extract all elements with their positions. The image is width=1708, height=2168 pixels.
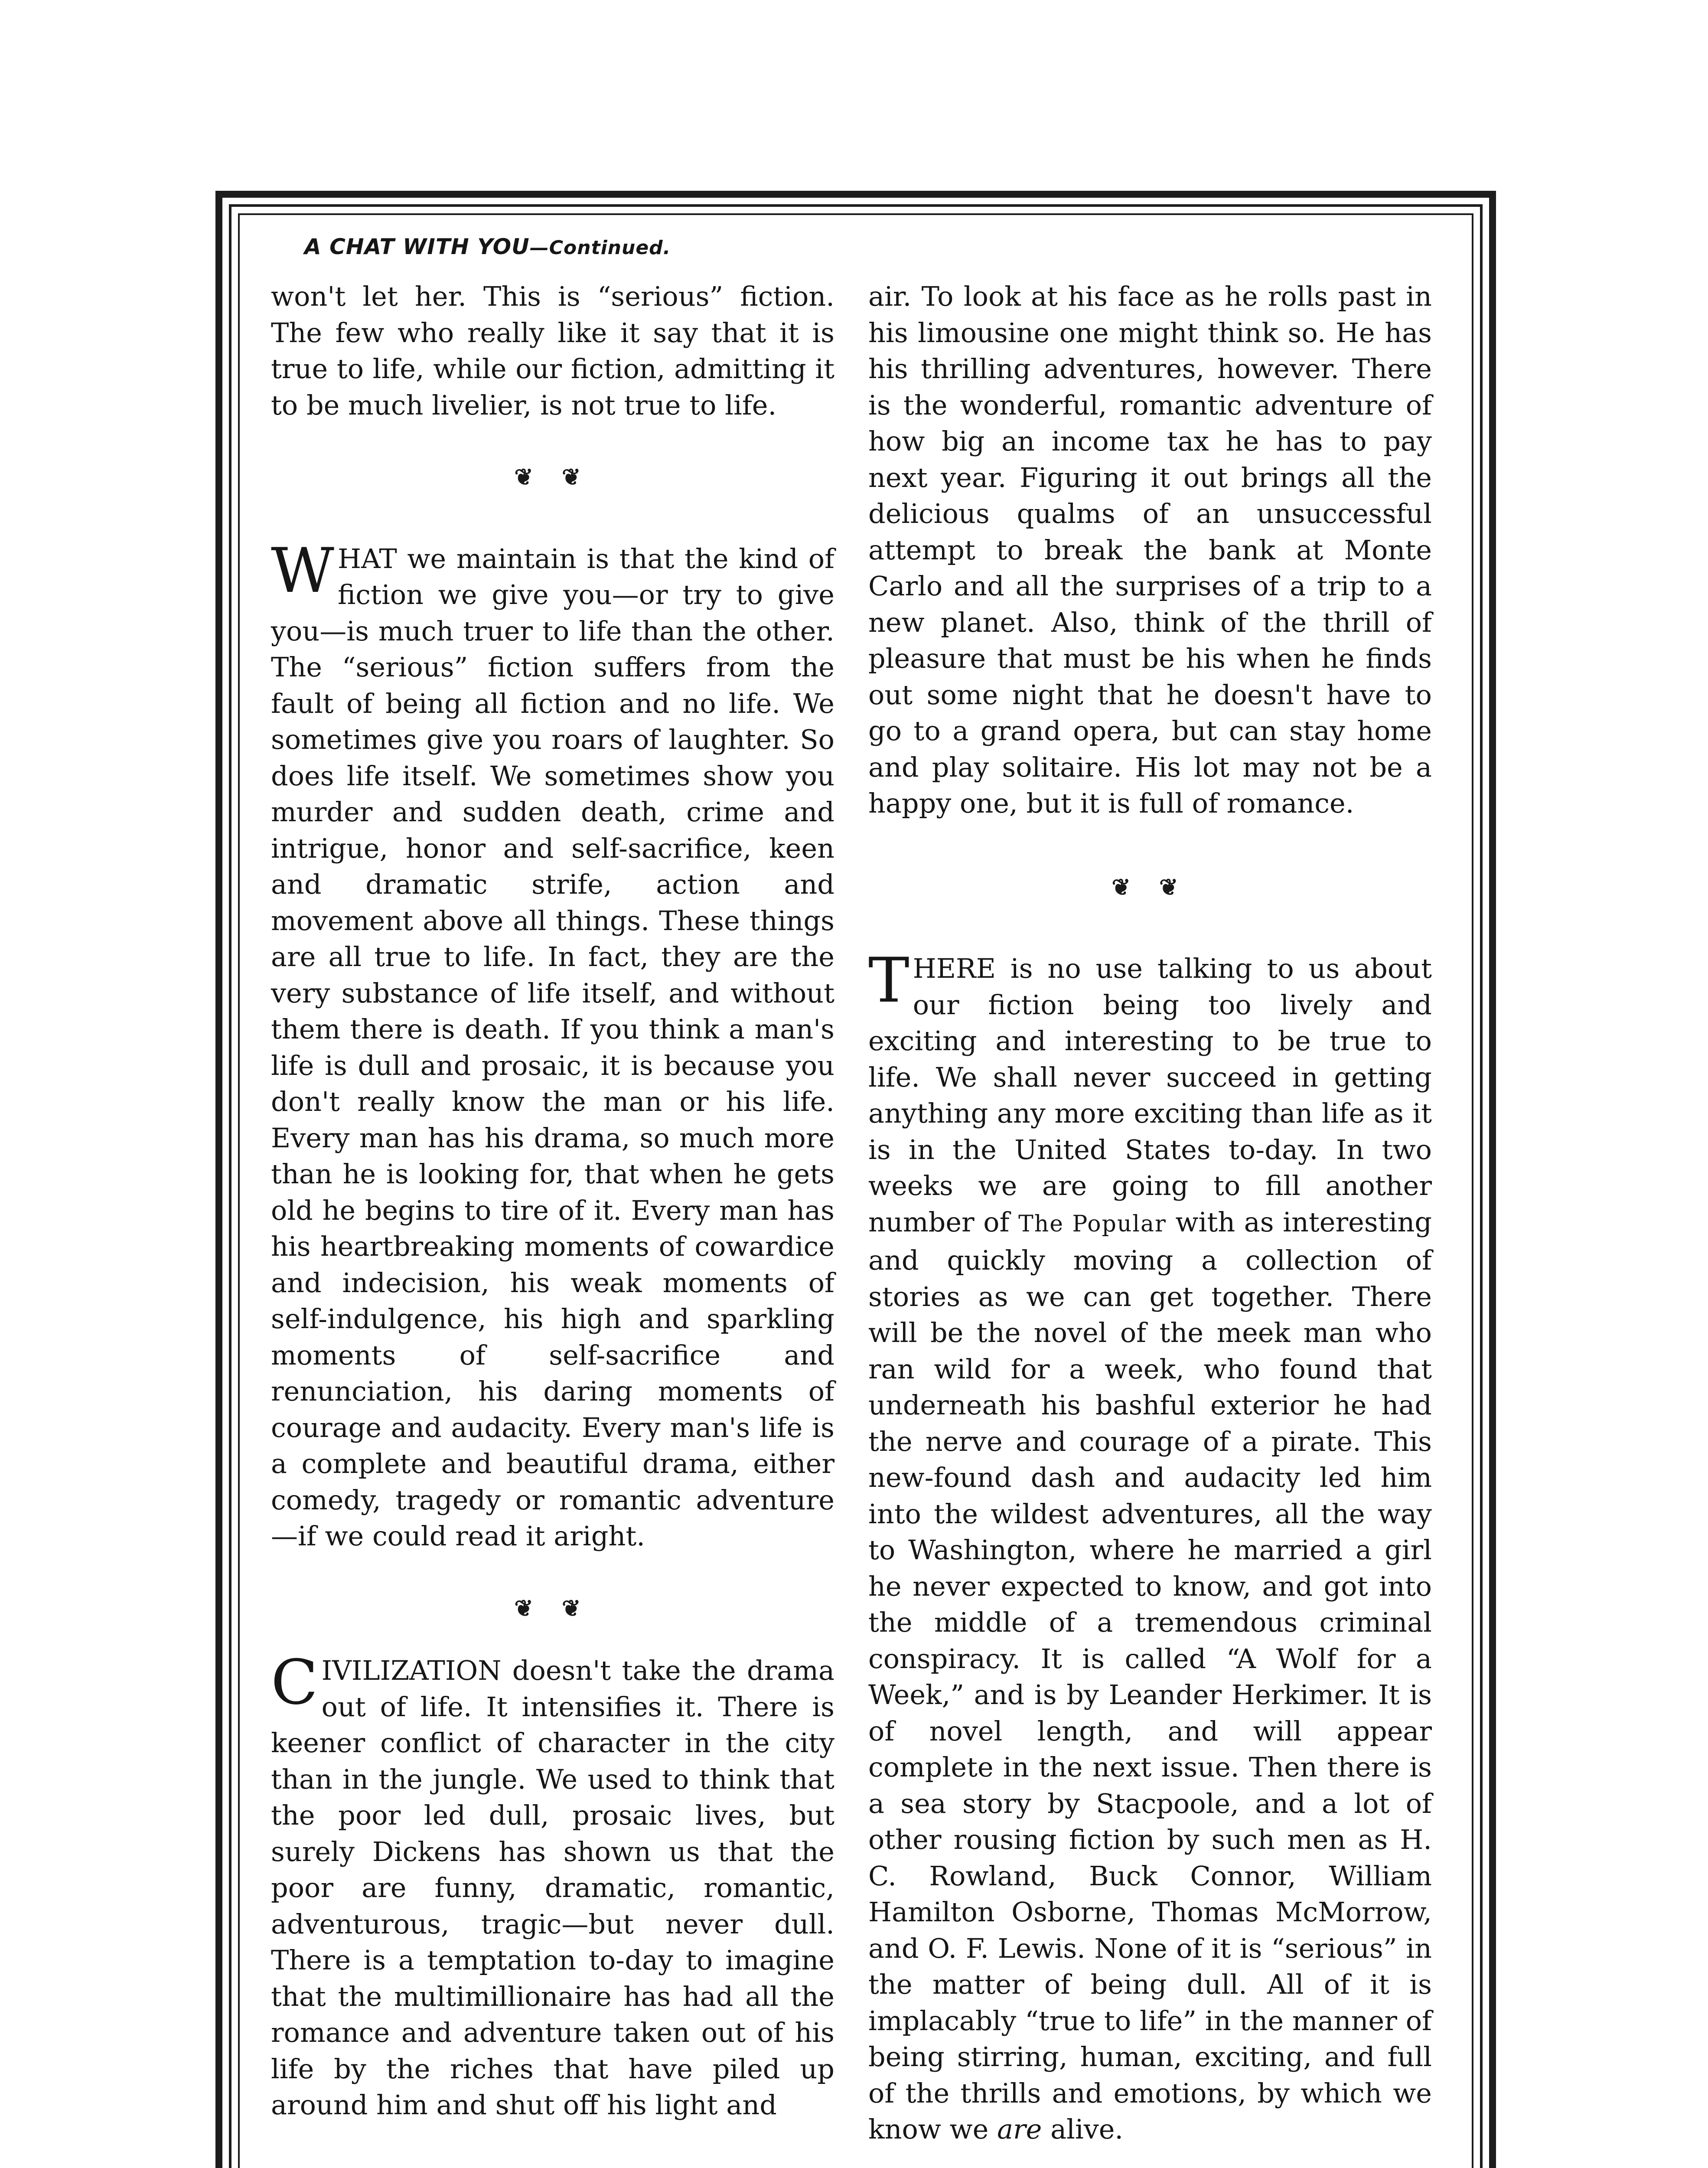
left-column <box>271 278 834 2123</box>
right-para-2 <box>868 945 1432 2148</box>
right-para-2-text-b: with as interesting and quickly moving a collection of stories as we can get together. There will be the novel of the meek man who ran wild for a week, who found that underneath his bashful exterior he had the nerve and courage of a pirate. This new-found dash and audacity led him into the wildest adventures, all the way to Washington, where he married a girl he never expected to know, and got into the middle of a tremendous criminal conspiracy. It is called “A Wolf for a Week,” and is by Leander Herkimer. It is of novel length, and will appear complete in the next issue. Then there is a sea story by Stacpoole, and a lot of other rousing fiction by such men as H. C. Rowland, Buck Connor, William Hamilton Osborne, Thomas McMorrow, and O. F. Lewis. None of it is “serious” in the matter of being dull. All of it is implacably “true to life” in the manner of being stirring, human, exciting, and full of the thrills and emotions, by which we know we <box>868 1206 1432 2145</box>
running-head <box>304 234 671 259</box>
right-column <box>868 278 1432 2148</box>
section-ornament-2: ❦ ❦ <box>514 1595 591 1622</box>
section-ornament-3: ❦ ❦ <box>1112 874 1189 901</box>
left-para-3-text: IVILIZATION doesn't take the drama out of life. It intensifies it. There is keener conflict of character in the city than in the jungle. We used to think that the poor led dull, prosaic lives, but surely Dickens has shown us that the poor are funny, dramatic, romantic, adventurous, tragic—but never dull. There is a temptation to-day to imagine that the multimillionaire has had all the romance and adventure taken out of his life by the riches that have piled up around him and shut off his light and <box>271 1655 834 2121</box>
right-para-2-text-c: alive. <box>1042 2113 1124 2145</box>
running-head-title: A CHAT WITH YOU <box>304 234 530 259</box>
section-ornament-1: ❦ ❦ <box>514 464 591 490</box>
dropcap-c: C <box>271 1647 318 1718</box>
dropcap-w: W <box>271 535 334 607</box>
magazine-name: The Popular <box>1018 1211 1167 1237</box>
right-para-1: air. To look at his face as he rolls past in his limousine one might think so. He has his thrilling adventures, however. There is the wonderful, romantic adventure of how big an income tax he has to pay next year. Figuring it out brings all the delicious qualms of an unsuccessful attempt to break the bank at Monte Carlo and all the surprises of a trip to a new planet. Also, think of the thrill of pleasure that must be his when he finds out some night that he doesn't have to go to a grand opera, but can stay home and play solitaire. His lot may not be a happy one, but it is full of romance. <box>868 281 1432 819</box>
left-para-1: won't let her. This is “serious” fiction. The few who really like it say that it is true to life, while our fiction, admitting it to be much livelier, is not true to life. <box>271 281 834 421</box>
right-para-2-text-a: HERE is no use talking to us about our fiction being too lively and exciting and interesting to be true to life. We shall never succeed in getting anything any more exciting than life as it is in the United States to-day. In two weeks we are going to fill another number of <box>868 953 1432 1238</box>
left-para-2 <box>271 535 834 1554</box>
dropcap-t: T <box>868 945 909 1016</box>
emphasis-are: are <box>997 2113 1042 2145</box>
left-para-3 <box>271 1647 834 2123</box>
running-head-continued: —Continued. <box>529 237 671 259</box>
left-para-2-text: HAT we maintain is that the kind of fiction we give you—or try to give you—is much truer to life than the other. The “serious” fiction suffers from the fault of being all fiction and no life. We sometimes give you roars of laughter. So does life itself. We sometimes show you murder and sudden death, crime and intrigue, honor and self-sacrifice, keen and dramatic strife, action and movement above all things. These things are all true to life. In fact, they are the very substance of life itself, and without them there is death. If you think a man's life is dull and prosaic, it is because you don't really know the man or his life. Every man has his drama, so much more than he is looking for, that when he gets old he begins to tire of it. Every man has his heartbreaking moments of cowardice and indecision, his weak moments of self-indulgence, his high and sparkling moments of self-sacrifice and renunciation, his daring moments of courage and audacity. Every man's life is a complete and beautiful drama, either comedy, tragedy or romantic adventure—if we could read it aright. <box>271 542 834 1552</box>
